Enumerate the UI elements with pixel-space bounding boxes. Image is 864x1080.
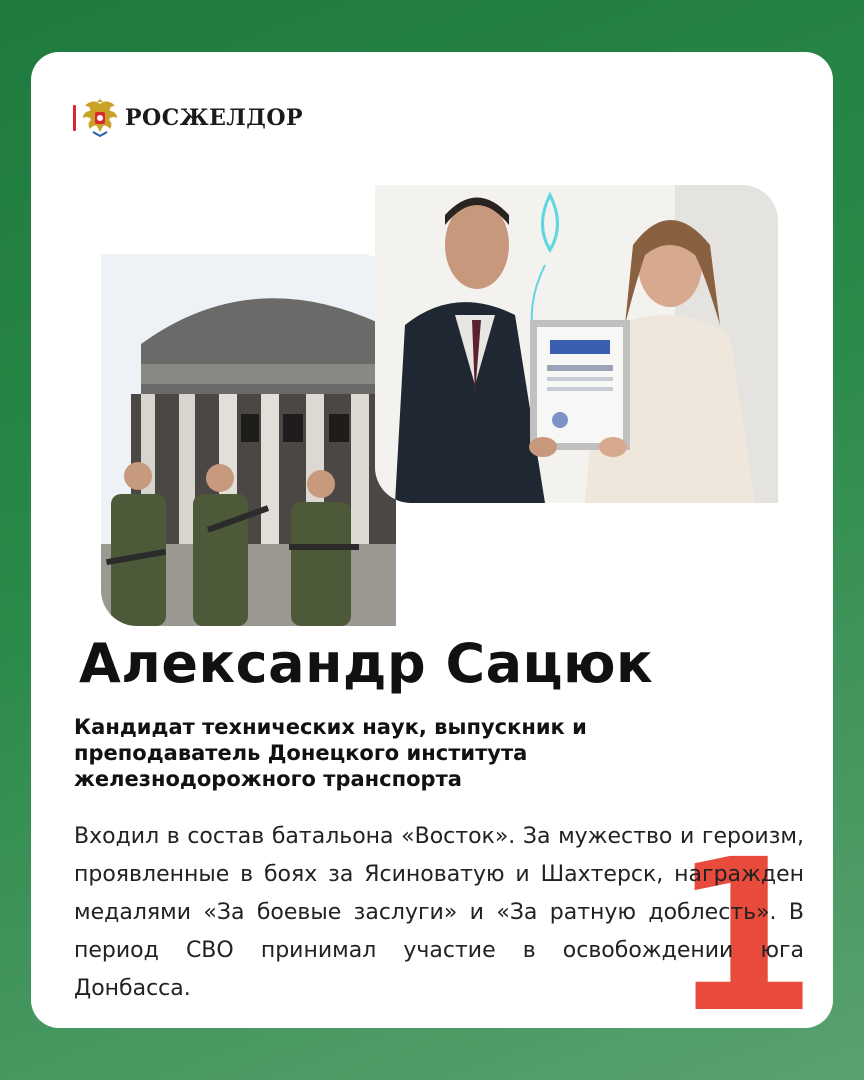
person-subtitle: Кандидат технических наук, выпускник и преподаватель Донецкого института железнодорожного транспорта xyxy=(74,715,587,791)
brand-logo xyxy=(73,98,303,138)
person-bio: Входил в состав батальона «Восток». За мужество и героизм, проявленные в боях за Ясиноватую и Шахтерск, награжден медалями «За боевые заслуги» и «За ратную доблесть». В период СВО принимал участие в освобождении юга Донбасса. xyxy=(74,824,804,1001)
eagle-emblem-icon xyxy=(81,98,119,138)
brand-name: РОСЖЕЛДОР xyxy=(125,105,304,131)
card xyxy=(31,52,833,1028)
big-number-text: 1 xyxy=(670,844,818,1014)
logo-accent-bar xyxy=(73,105,76,131)
battalion-photo xyxy=(101,254,396,626)
award-photo xyxy=(375,185,778,503)
person-name: Александр Сацюк xyxy=(79,632,654,695)
